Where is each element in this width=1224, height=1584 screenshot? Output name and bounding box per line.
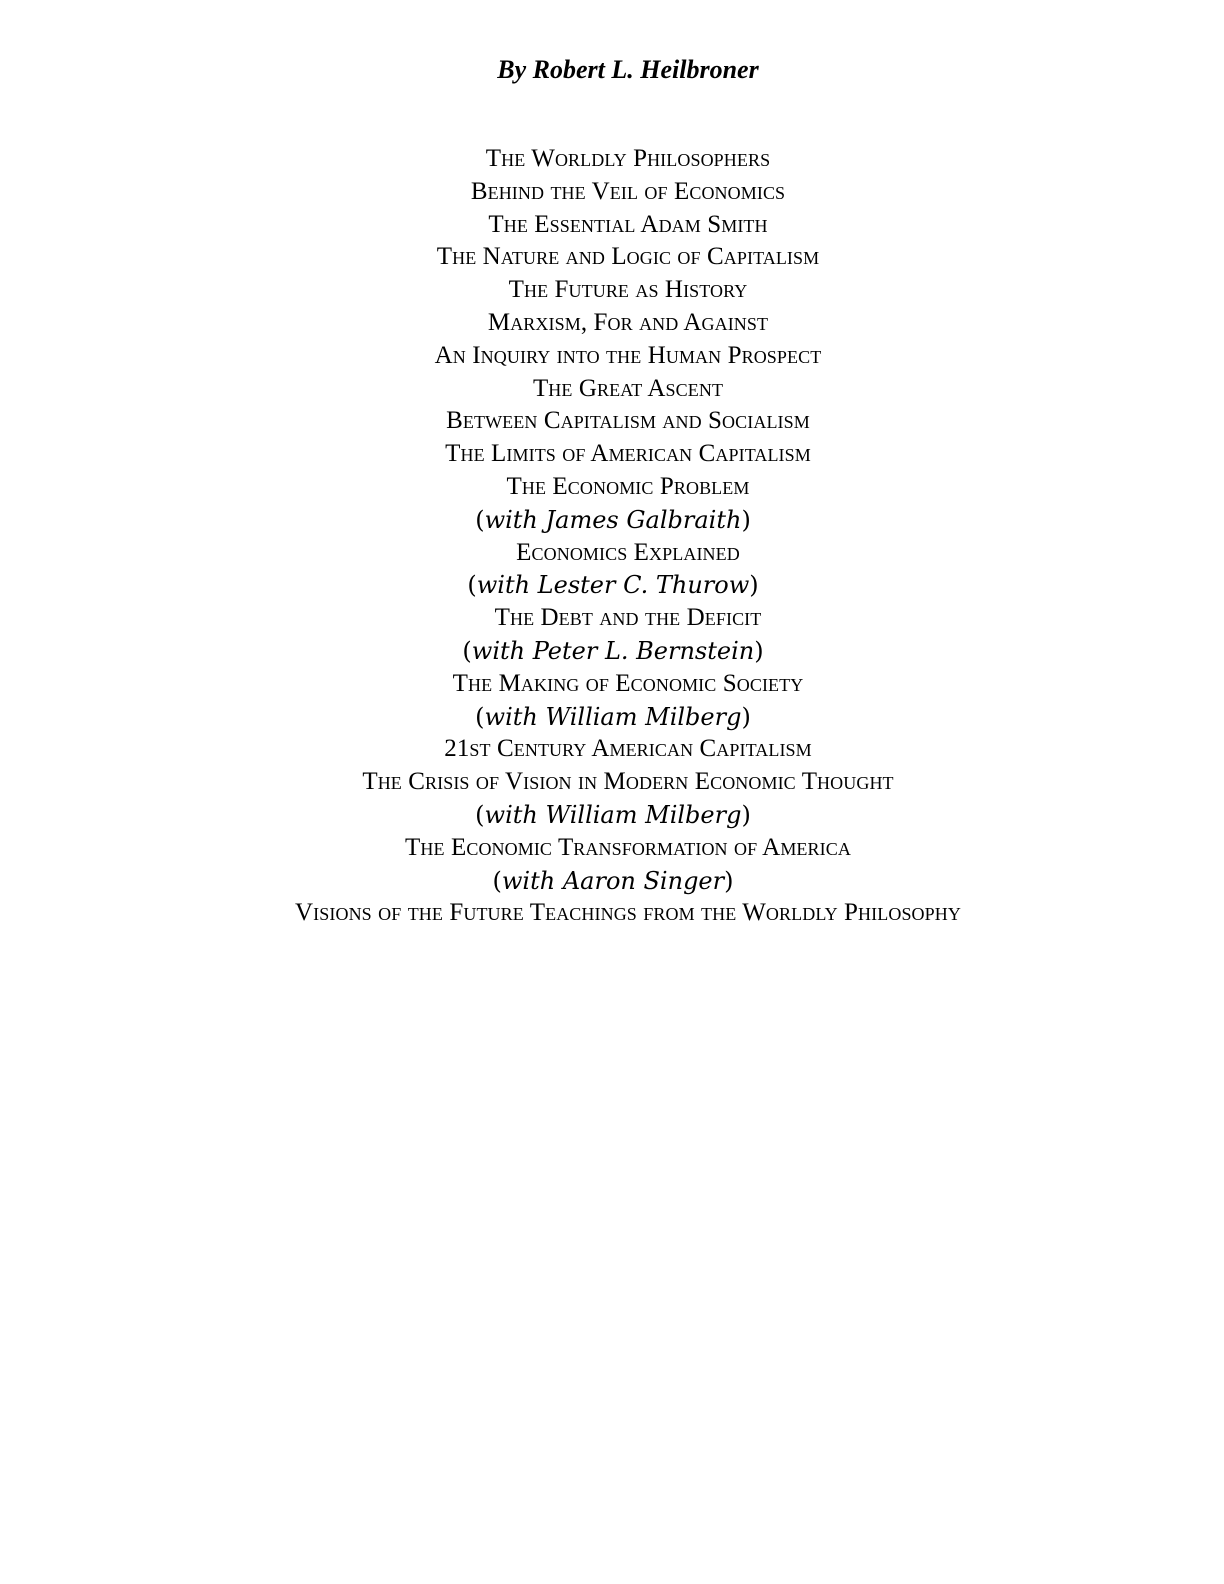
book-title bbox=[0, 537, 1224, 570]
book-title bbox=[0, 733, 1224, 766]
book-title-text: The Crisis of Vision in Modern Economic Thought bbox=[362, 768, 894, 796]
book-title-text: The Economic Transformation of America bbox=[405, 833, 851, 861]
coauthor-name: with William Milberg bbox=[484, 702, 742, 731]
book-title bbox=[0, 241, 1224, 274]
coauthor-name: with Peter L. Bernstein bbox=[471, 636, 755, 665]
coauthor-line bbox=[0, 865, 1224, 898]
book-title-text: The Debt and the Deficit bbox=[494, 604, 762, 632]
coauthor-line bbox=[0, 504, 1224, 537]
book-title-text: Behind the Veil of Economics bbox=[470, 177, 786, 205]
book-title bbox=[0, 897, 1224, 930]
book-title bbox=[0, 176, 1224, 209]
coauthor-credit: (with William Milberg) bbox=[475, 800, 751, 829]
coauthor-credit: (with William Milberg) bbox=[475, 702, 751, 731]
book-title bbox=[0, 832, 1224, 865]
book-title-text: The Making of Economic Society bbox=[452, 669, 804, 697]
coauthor-line bbox=[0, 569, 1224, 602]
book-title bbox=[0, 766, 1224, 799]
book-title bbox=[0, 471, 1224, 504]
coauthor-line bbox=[0, 635, 1224, 668]
book-title-text: 21st Century American Capitalism bbox=[444, 735, 812, 763]
book-title-text: An Inquiry into the Human Prospect bbox=[434, 341, 822, 369]
book-title bbox=[0, 209, 1224, 242]
book-title-text: The Worldly Philosophers bbox=[485, 145, 771, 172]
book-title-text: The Future as History bbox=[508, 276, 748, 304]
coauthor-credit: (with Lester C. Thurow) bbox=[467, 571, 759, 600]
book-title bbox=[0, 373, 1224, 406]
coauthor-credit: (with Peter L. Bernstein) bbox=[462, 636, 764, 665]
book-title bbox=[0, 274, 1224, 307]
coauthor-credit: (with James Galbraith) bbox=[475, 505, 751, 534]
book-list bbox=[0, 143, 1224, 930]
book-title bbox=[0, 668, 1224, 701]
coauthor-name: with Lester C. Thurow bbox=[476, 571, 750, 600]
book-title bbox=[0, 340, 1224, 373]
book-title-text: The Economic Problem bbox=[506, 472, 750, 500]
book-title-text: The Great Ascent bbox=[532, 374, 724, 402]
book-title bbox=[0, 405, 1224, 438]
book-title-text: The Limits of American Capitalism bbox=[445, 440, 811, 468]
book-title-text: Visions of the Future Teachings from the Worldly Philosophy bbox=[295, 899, 961, 927]
coauthor-name: with Aaron Singer bbox=[501, 866, 725, 895]
coauthor-line bbox=[0, 701, 1224, 734]
book-title-text: Marxism, For and Against bbox=[487, 308, 769, 336]
book-title-text: Between Capitalism and Socialism bbox=[446, 407, 810, 435]
coauthor-line bbox=[0, 799, 1224, 832]
book-title-text: The Nature and Logic of Capitalism bbox=[436, 243, 820, 271]
coauthor-name: with James Galbraith bbox=[484, 505, 742, 534]
coauthor-name: with William Milberg bbox=[484, 800, 742, 829]
book-title-text: Economics Explained bbox=[516, 538, 740, 566]
book-title bbox=[0, 438, 1224, 471]
book-title bbox=[0, 143, 1224, 176]
book-title bbox=[0, 602, 1224, 635]
book-title-text: The Essential Adam Smith bbox=[488, 210, 768, 238]
book-title bbox=[0, 307, 1224, 340]
coauthor-credit: (with Aaron Singer) bbox=[492, 866, 734, 895]
page-heading: By Robert L. Heilbroner bbox=[497, 55, 759, 84]
